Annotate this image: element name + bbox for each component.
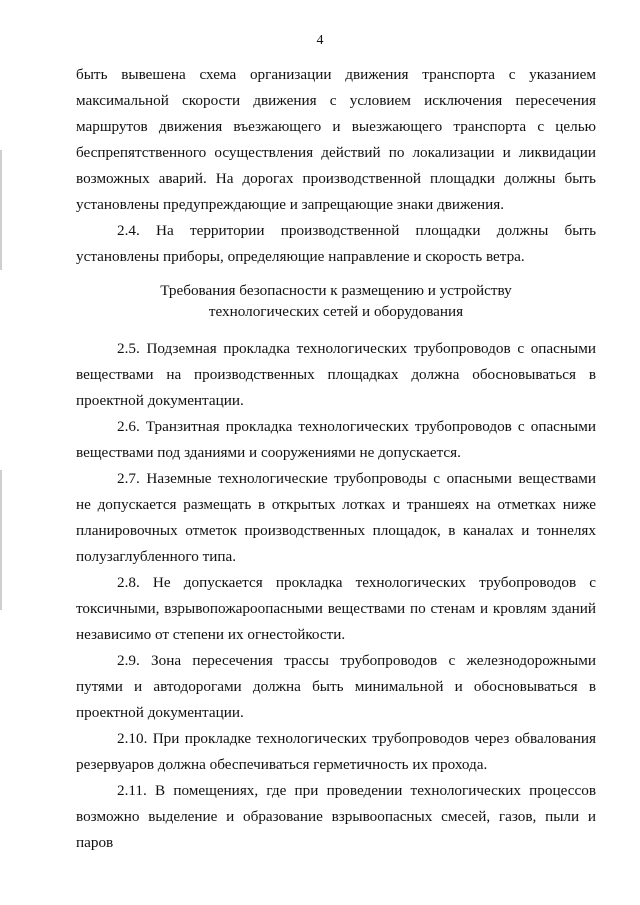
paragraph-2-7: 2.7. Наземные технологические трубопроводы с опасными веществами не допускается размещать в открытых лотках и траншеях на отметках ниже планировочных отметок производственных площадок, в каналах и тоннелях полузаглубленного типа. [76, 470, 596, 565]
paragraph-2-9: 2.9. Зона пересечения трассы трубопроводов с железнодорожными путями и автодорогами должна быть минимальной и обосновываться в проектной документации. [76, 652, 596, 721]
paragraph-2-6: 2.6. Транзитная прокладка технологических трубопроводов с опасными веществами под зданиями и сооружениями не допускается. [76, 418, 596, 461]
document-body [76, 62, 596, 856]
section-heading-line-2: технологических сетей и оборудования [208, 303, 464, 320]
paragraph-continuation: быть вывешена схема организации движения транспорта с указанием максимальной скорости движения с условием исключения пересечения маршрутов движения въезжающего и выезжающего транспорта с целью беспрепятственного осуществления действий по локализации и ликвидации возможных аварий. На дорогах производственной площадки должны быть установлены предупреждающие и запрещающие знаки движения. [76, 66, 596, 213]
paragraph-2-10: 2.10. При прокладке технологических трубопроводов через обвалования резервуаров должна обеспечиваться герметичность их прохода. [76, 730, 596, 773]
scan-edge-mark [0, 150, 2, 270]
paragraph-2-4: 2.4. На территории производственной площадки должны быть установлены приборы, определяющие направление и скорость ветра. [76, 222, 596, 265]
paragraph-2-11: 2.11. В помещениях, где при проведении технологических процессов возможно выделение и образование взрывоопасных смесей, газов, пыли и паров [76, 782, 596, 851]
section-heading [76, 280, 596, 322]
scan-edge-mark [0, 470, 2, 610]
section-heading-line-1: Требования безопасности к размещению и устройству [160, 282, 512, 299]
paragraph-2-8: 2.8. Не допускается прокладка технологических трубопроводов с токсичными, взрывопожароопасными веществами по стенам и кровлям зданий независимо от степени их огнестойкости. [76, 574, 596, 643]
page-number: 4 [316, 33, 324, 48]
paragraph-2-5: 2.5. Подземная прокладка технологических трубопроводов с опасными веществами на производственных площадках должна обосновываться в проектной документации. [76, 340, 596, 409]
